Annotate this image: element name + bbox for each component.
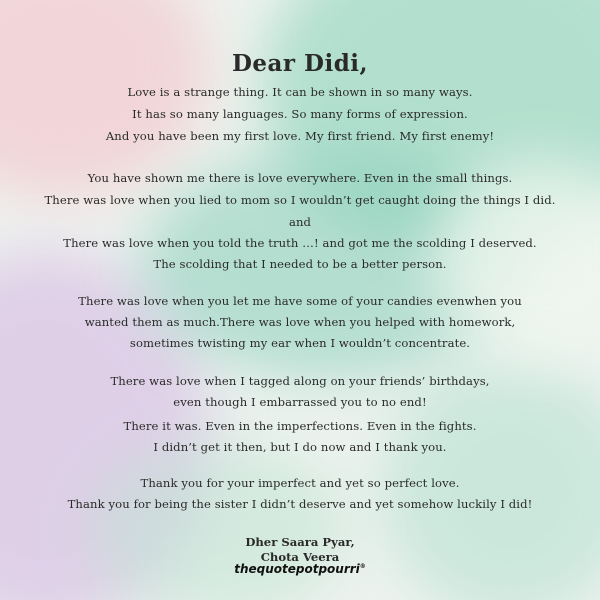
letter-line: I didn’t get it then, but I do now and I thank you. [153, 440, 447, 454]
letter-line: It has so many languages. So many forms of expression. [132, 107, 468, 121]
letter-line: Love is a strange thing. It can be shown in so many ways. [127, 85, 473, 99]
pink-wash [0, 0, 210, 200]
letter-line: The scolding that I needed to be a better person. [153, 257, 447, 271]
letter-line: There it was. Even in the imperfections. Even in the fights. [123, 419, 477, 433]
letter-line: There was love when you told the truth …! and got me the scolding I deserved. [63, 236, 537, 250]
letter-line: sometimes twisting my ear when I wouldn’t concentrate. [129, 336, 471, 350]
letter-line: There was love when I tagged along on your friends’ birthdays, [110, 374, 490, 388]
letter-line: and [288, 215, 312, 229]
letter-line: Thank you for being the sister I didn’t deserve and yet somehow luckily I did! [67, 497, 533, 511]
letter-line: There was love when you lied to mom so I wouldn’t get caught doing the things I did. [44, 193, 556, 207]
letter-line: There was love when you let me have some of your candies evenwhen you [78, 294, 522, 308]
letter-line: wanted them as much.There was love when you helped with homework, [84, 315, 516, 329]
signature-line: Dher Saara Pyar, [245, 535, 355, 549]
letter-line: Thank you for your imperfect and yet so perfect love. [140, 476, 460, 490]
letter-title: Dear Didi, [231, 50, 369, 77]
brand-logo [0, 562, 600, 576]
letter-line: And you have been my first love. My first friend. My first enemy! [105, 129, 495, 143]
brand-name: thequotepotpourri [234, 562, 360, 576]
letter-line: even though I embarrassed you to no end! [173, 395, 427, 409]
registered-mark: ® [359, 563, 366, 570]
signature-line: Chota Veera [260, 550, 340, 564]
letter-line: You have shown me there is love everywhere. Even in the small things. [87, 171, 513, 185]
